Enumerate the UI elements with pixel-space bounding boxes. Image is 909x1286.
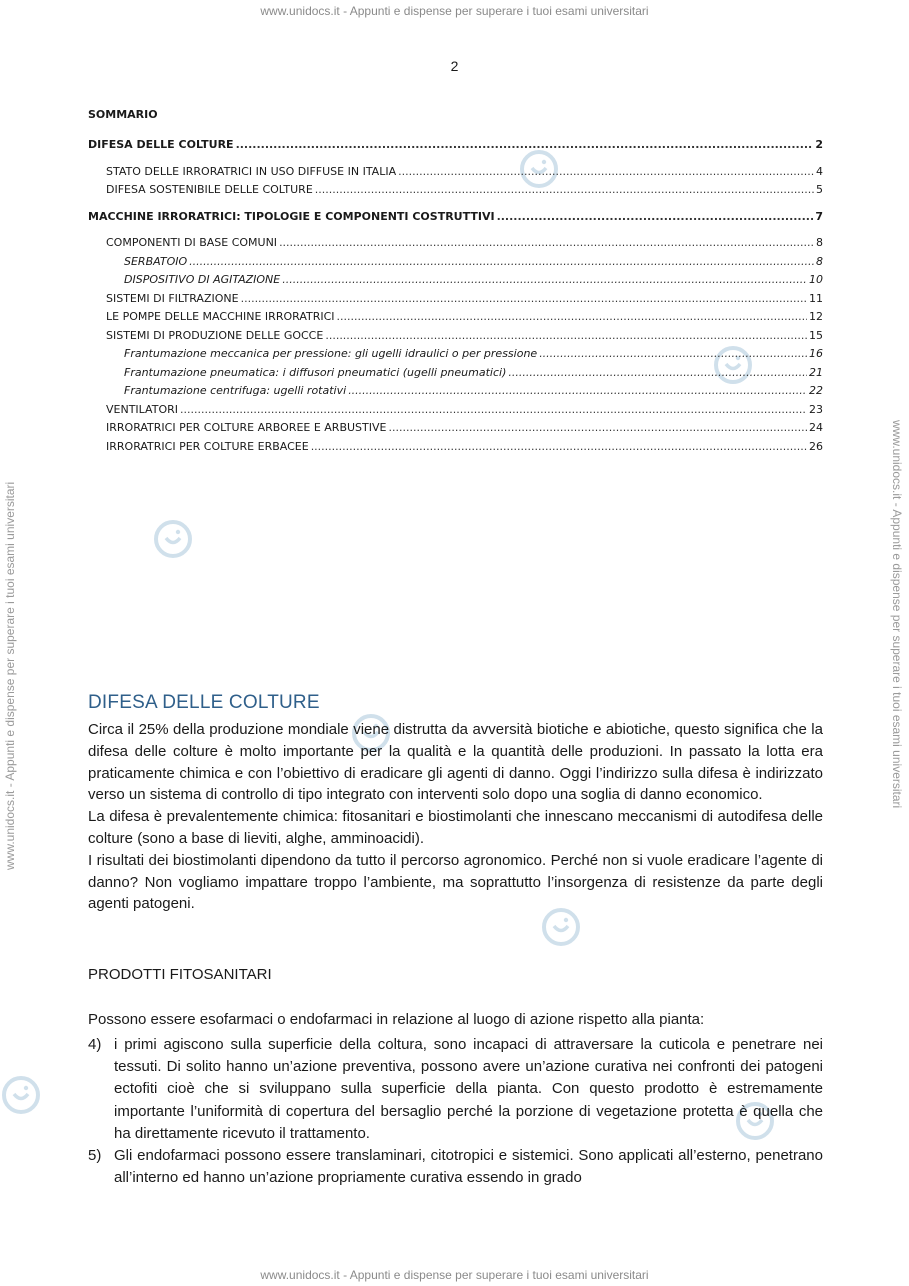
toc-entry[interactable] <box>88 234 823 253</box>
toc-heading: SOMMARIO <box>88 108 158 121</box>
toc-entry[interactable] <box>88 290 823 309</box>
toc-leader <box>189 253 814 272</box>
toc-leader <box>497 208 814 227</box>
toc-entry-page: 15 <box>809 328 823 342</box>
toc-entry-title: SISTEMI DI PRODUZIONE DELLE GOCCE <box>106 328 324 342</box>
toc-leader <box>398 163 814 182</box>
toc-leader <box>539 345 807 364</box>
toc-entry[interactable] <box>88 136 823 155</box>
toc-entry-page: 16 <box>809 347 823 360</box>
table-of-contents <box>88 108 823 456</box>
toc-entry[interactable] <box>88 364 823 383</box>
toc-leader <box>388 419 807 438</box>
paragraph: La difesa è prevalentemente chimica: fitosanitari e biostimolanti che innescano meccanismi di autodifesa delle colture (sono a base di lieviti, alghe, amminoacidi). <box>88 808 823 847</box>
toc-leader <box>241 290 807 309</box>
toc-leader <box>508 364 807 383</box>
toc-leader <box>348 382 807 401</box>
watermark-right: www.unidocs.it - Appunti e dispense per superare i tuoi esami universitari <box>890 420 904 809</box>
unidocs-logo-icon <box>0 1074 42 1116</box>
toc-entry-page: 8 <box>816 254 823 268</box>
toc-entry-title: Frantumazione meccanica per pressione: gli ugelli idraulici o per pressione <box>124 347 538 360</box>
toc-entry[interactable] <box>88 181 823 200</box>
toc-entry-title: MACCHINE IRRORATRICI: TIPOLOGIE E COMPONENTI COSTRUTTIVI <box>88 209 495 223</box>
list-item <box>88 1034 823 1145</box>
toc-entry-page: 12 <box>809 310 823 323</box>
toc-entry-page: 23 <box>809 402 823 416</box>
toc-entry-page: 4 <box>816 164 823 178</box>
toc-entry[interactable] <box>88 327 823 346</box>
toc-leader <box>315 181 814 200</box>
toc-leader <box>180 401 807 420</box>
list-item <box>88 1145 823 1189</box>
toc-entry[interactable] <box>88 253 823 272</box>
toc-entry-title: DIFESA SOSTENIBILE DELLE COLTURE <box>106 183 313 196</box>
toc-leader <box>279 234 814 253</box>
toc-entry[interactable] <box>88 419 823 438</box>
toc-entry-page: 21 <box>809 365 823 379</box>
page-number: 2 <box>450 58 459 74</box>
toc-entry-title: SERBATOIO <box>124 254 188 268</box>
list-item-text: i primi agiscono sulla superficie della coltura, sono incapaci di attraversare la cuticola e penetrare nei tessuti. Di solito hanno un’azione preventiva, possono avere un’azione curativa nei confronti dei patogeni ectofiti cioè che si sviluppano sulla superficie della pianta. Con questo prodotto è estremamente importante l’uniformità di copertura del bersaglio perché la porzione di vegetazione protetta è quella che ha direttamente ricevuto il trattamento. <box>114 1036 823 1142</box>
toc-entry-title: STATO DELLE IRRORATRICI IN USO DIFFUSE IN ITALIA <box>106 164 397 178</box>
toc-entry[interactable] <box>88 271 823 290</box>
toc-leader <box>282 271 807 290</box>
toc-entry[interactable] <box>88 438 823 457</box>
paragraph: I risultati dei biostimolanti dipendono da tutto il percorso agronomico. Perché non si vuole eradicare l’agente di danno? Non vogliamo impattare troppo l’ambiente, ma soprattutto l’insorgenza di resistenze da parte degli agenti patogeni. <box>88 851 823 913</box>
list-item-number: 5) <box>88 1147 102 1165</box>
numbered-list <box>88 1034 823 1189</box>
subheading: PRODOTTI FITOSANITARI <box>88 966 272 983</box>
toc-entry-page: 24 <box>809 421 823 434</box>
toc-entry-page: 11 <box>809 291 823 305</box>
section-body <box>88 719 823 915</box>
toc-entry[interactable] <box>88 345 823 364</box>
toc-entry-title: Frantumazione centrifuga: ugelli rotativi <box>124 384 347 397</box>
toc-entry-title: IRRORATRICI PER COLTURE ERBACEE <box>106 439 309 453</box>
toc-entry-page: 7 <box>815 209 823 223</box>
toc-entry-page: 22 <box>809 384 823 397</box>
list-item-text: Gli endofarmaci possono essere translaminari, citotropici e sistemici. Sono applicati all’esterno, penetrano all’interno ed hanno un’azione propriamente curativa essendo in grado <box>114 1147 823 1187</box>
toc-leader <box>325 327 807 346</box>
toc-entry[interactable] <box>88 401 823 420</box>
toc-entry-title: DISPOSITIVO DI AGITAZIONE <box>124 273 281 286</box>
toc-entry[interactable] <box>88 163 823 182</box>
toc-leader <box>236 136 814 155</box>
toc-entry[interactable] <box>88 308 823 327</box>
list-item-number: 4) <box>88 1036 102 1053</box>
list-intro: Possono essere esofarmaci o endofarmaci in relazione al luogo di azione rispetto alla pianta: <box>88 1011 705 1028</box>
toc-leader <box>337 308 807 327</box>
toc-entry-title: DIFESA DELLE COLTURE <box>88 138 234 151</box>
toc-entry-title: IRRORATRICI PER COLTURE ARBOREE E ARBUSTIVE <box>106 421 387 434</box>
watermark-left: www.unidocs.it - Appunti e dispense per superare i tuoi esami universitari <box>3 481 17 870</box>
toc-entry[interactable] <box>88 382 823 401</box>
toc-entry-title: COMPONENTI DI BASE COMUNI <box>106 236 278 249</box>
toc-entry-page: 5 <box>816 183 823 196</box>
watermark-bottom: www.unidocs.it - Appunti e dispense per superare i tuoi esami universitari <box>260 1268 649 1282</box>
toc-entry-title: SISTEMI DI FILTRAZIONE <box>106 291 239 305</box>
toc-leader <box>311 438 807 457</box>
toc-entry-page: 2 <box>815 138 823 151</box>
toc-entry-title: LE POMPE DELLE MACCHINE IRRORATRICI <box>106 310 335 323</box>
section-title: DIFESA DELLE COLTURE <box>88 692 320 713</box>
toc-entry-title: Frantumazione pneumatica: i diffusori pneumatici (ugelli pneumatici) <box>124 365 507 379</box>
toc-entry-page: 8 <box>816 236 823 249</box>
paragraph: Circa il 25% della produzione mondiale viene distrutta da avversità biotiche e abiotiche, questo significa che la difesa delle colture è molto importante per la qualità e la quantità delle produzioni. In passato la lotta era praticamente chimica e con l’obiettivo di eradicare gli agenti di danno. Oggi l’indirizzo sulla difesa è indirizzato verso un sistema di controllo di tipo integrato con interventi solo dopo una soglia di danno economico. <box>88 721 823 804</box>
watermark-top: www.unidocs.it - Appunti e dispense per superare i tuoi esami universitari <box>260 4 649 18</box>
unidocs-logo-icon <box>152 518 194 560</box>
toc-entry-page: 26 <box>809 439 823 453</box>
toc-entry-page: 10 <box>809 273 823 286</box>
toc-entry-title: VENTILATORI <box>106 402 178 416</box>
toc-entry[interactable] <box>88 208 823 227</box>
